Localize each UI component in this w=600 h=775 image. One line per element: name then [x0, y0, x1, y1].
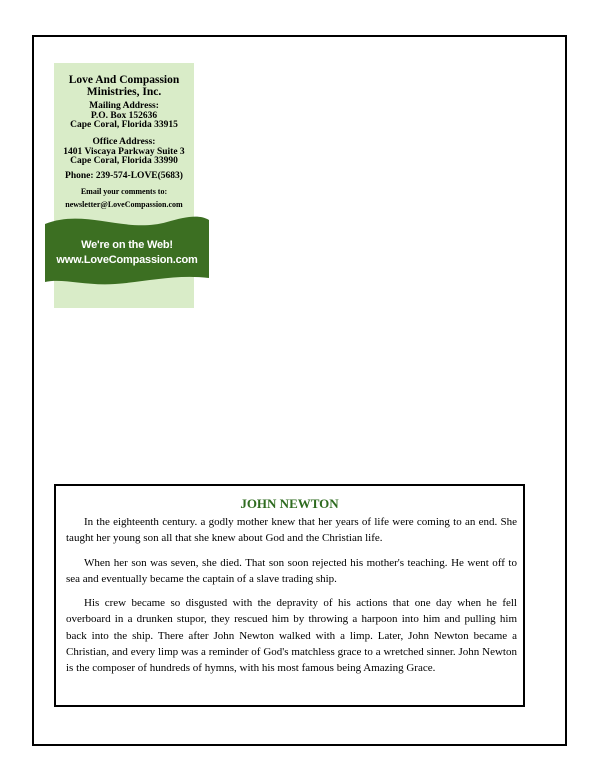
article-box	[54, 484, 525, 707]
web-tagline: We're on the Web!	[81, 239, 173, 251]
mailing-address	[54, 102, 194, 131]
office-address	[54, 138, 194, 167]
email-address[interactable]: newsletter@LoveCompassion.com	[65, 200, 183, 209]
article-body	[66, 514, 517, 685]
email-label: Email your comments to:	[80, 187, 168, 196]
mailing-line-2: Cape Coral, Florida 33915	[70, 120, 178, 131]
article-paragraph: In the eighteenth century. a godly mother knew that her years of life were coming to an end. She taught her young son all that she knew about God and the Christian life.	[66, 516, 517, 545]
mailing-label: Mailing Address:	[89, 101, 159, 111]
office-label: Office Address:	[92, 137, 156, 147]
office-line-2: Cape Coral, Florida 33990	[70, 156, 178, 167]
phone-number: Phone: 239-574-LOVE(5683)	[65, 171, 183, 181]
org-name-text: Love And Compassion Ministries, Inc.	[68, 74, 180, 98]
article-title: JOHN NEWTON	[240, 496, 339, 511]
organization-name	[54, 74, 194, 98]
office-line-1: 1401 Viscaya Parkway Suite 3	[63, 146, 185, 157]
mailing-line-1: P.O. Box 152636	[90, 110, 158, 121]
article-paragraph: His crew became so disgusted with the depravity of his actions that one day when he fell overboard in a drunken stupor, they rescued him by throwing a harpoon into him and pulling him back into the ship. There after John Newton walked with a limp. Later, John Newton became a Christian, and every limp was a reminder of God's matchless grace to a wretched sinner. John Newton is the composer of hundreds of hymns, with his most famous being Amazing Grace.	[66, 597, 517, 675]
web-banner	[45, 212, 209, 288]
email-info	[54, 185, 194, 211]
website-link[interactable]: www.LoveCompassion.com	[56, 254, 198, 266]
article-paragraph: When her son was seven, she died. That son soon rejected his mother's teaching. He went off to sea and eventually became the captain of a slave trading ship.	[66, 556, 517, 585]
